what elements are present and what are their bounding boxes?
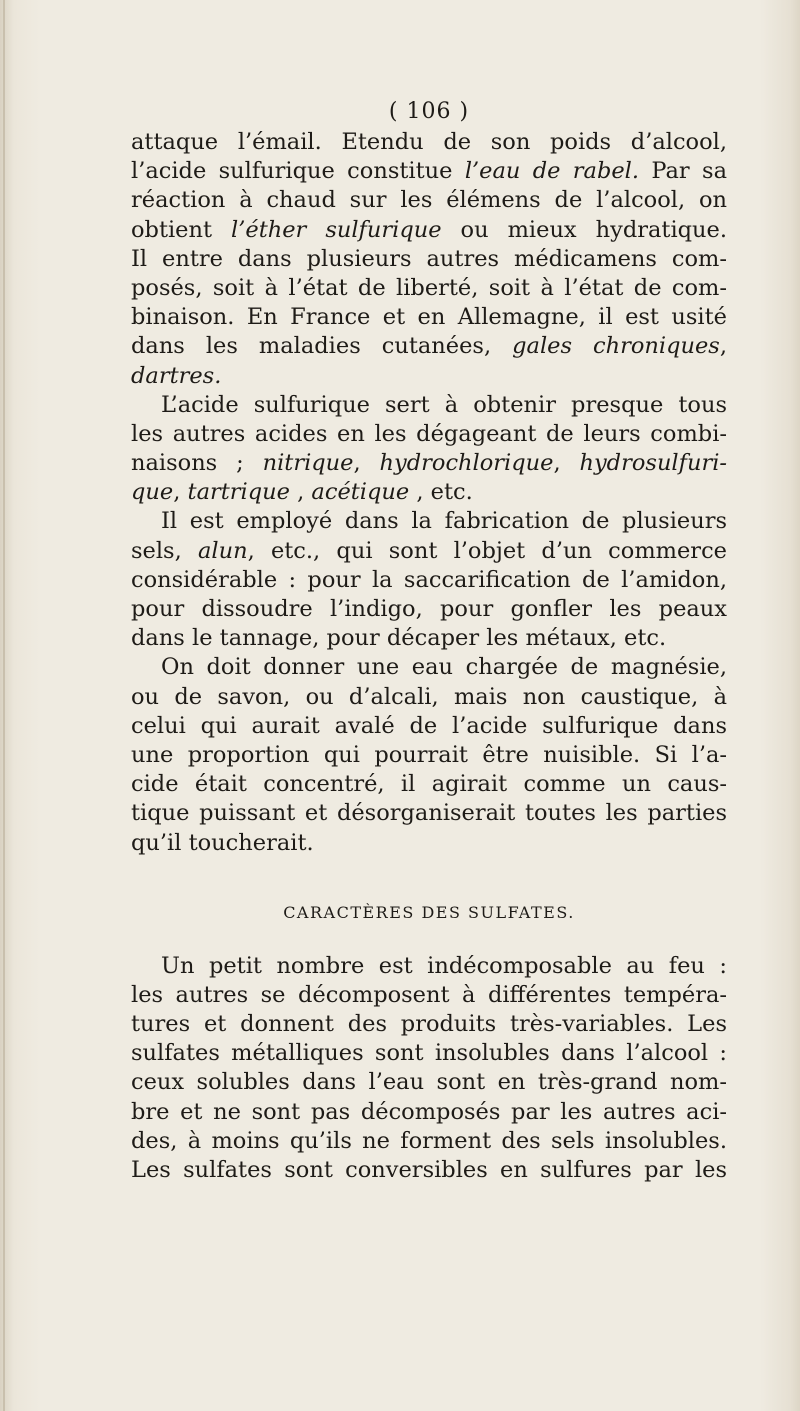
text-run: , etc. bbox=[409, 479, 473, 506]
italic-text-run: l’eau de rabel. bbox=[464, 158, 640, 185]
text-line bbox=[131, 303, 727, 332]
text-run: attaque l’émail. Etendu de son poids d’alcool, bbox=[131, 129, 727, 155]
text-run: les autres se décomposent à différentes tempéra- bbox=[131, 981, 727, 1008]
text-run: dans les maladies cutanées, bbox=[131, 333, 513, 360]
italic-text-run: dartres. bbox=[131, 362, 222, 389]
text-line bbox=[131, 537, 727, 566]
text-line bbox=[131, 332, 727, 361]
text-run: ceux solubles dans l’eau sont en très-grand nom- bbox=[131, 1069, 727, 1096]
text-line bbox=[131, 420, 727, 449]
text-run: réaction à chaud sur les élémens de l’alcool, on bbox=[131, 187, 727, 214]
text-line bbox=[131, 507, 727, 536]
text-line bbox=[131, 1010, 727, 1039]
italic-text-run: que bbox=[131, 479, 174, 506]
text-line bbox=[131, 981, 727, 1010]
text-run: posés, soit à l’état de liberté, soit à l’état de com- bbox=[131, 274, 727, 301]
text-run: considérable : pour la saccarification de l’amidon, bbox=[131, 566, 727, 593]
text-run: Un petit nombre est indécomposable au feu : bbox=[161, 952, 727, 979]
italic-text-run: hydrochlorique bbox=[379, 450, 554, 477]
text-line bbox=[131, 1098, 727, 1127]
text-line bbox=[131, 1156, 727, 1185]
italic-text-run: l’éther sulfurique bbox=[231, 216, 442, 243]
page-number: ( 106 ) bbox=[388, 99, 470, 124]
text-run: , bbox=[173, 479, 188, 506]
text-run: obtient bbox=[131, 216, 232, 243]
text-line bbox=[131, 683, 727, 712]
italic-text-run: alun bbox=[197, 537, 248, 564]
text-line bbox=[131, 829, 727, 858]
text-run: une proportion qui pourrait être nuisible. Si l’a- bbox=[131, 741, 727, 768]
text-line bbox=[131, 449, 727, 478]
text-run: celui qui aurait avalé de l’acide sulfurique dans bbox=[131, 712, 727, 739]
section-heading: CARACTÈRES DES SULFATES. bbox=[283, 902, 575, 922]
text-line bbox=[131, 653, 727, 682]
text-line bbox=[131, 1039, 727, 1068]
text-run: tures et donnent des produits très-variables. Les bbox=[131, 1011, 727, 1038]
text-run: ou mieux hydratique. bbox=[441, 216, 728, 243]
text-run: dans le tannage, pour décaper les métaux, etc. bbox=[131, 625, 667, 652]
italic-text-run: gales chroniques bbox=[512, 333, 720, 360]
text-line bbox=[131, 952, 727, 981]
text-run: cide était concentré, il agirait comme un caus- bbox=[131, 771, 727, 798]
text-line bbox=[131, 216, 727, 245]
text-run: , bbox=[553, 450, 580, 477]
text-line bbox=[131, 595, 727, 624]
text-line bbox=[131, 186, 727, 215]
text-run: Il est employé dans la fabrication de plusieurs bbox=[161, 508, 727, 535]
text-run: Par sa bbox=[639, 158, 727, 185]
page-text-block bbox=[131, 96, 727, 1185]
text-run: tique puissant et désorganiserait toutes les parties bbox=[131, 800, 727, 827]
body-text-section-1 bbox=[131, 128, 727, 858]
italic-text-run: tartrique bbox=[187, 479, 290, 506]
text-line bbox=[131, 245, 727, 274]
text-run: ou de savon, ou d’alcali, mais non caustique, à bbox=[131, 683, 727, 710]
text-run: pour dissoudre l’indigo, pour gonfler les peaux bbox=[131, 596, 727, 622]
text-line bbox=[131, 274, 727, 303]
text-line bbox=[131, 1127, 727, 1156]
text-run: les autres acides en les dégageant de leurs combi- bbox=[131, 420, 727, 447]
text-line bbox=[131, 362, 727, 391]
text-run: On doit donner une eau chargée de magnésie, bbox=[161, 654, 727, 681]
text-run: L’acide sulfurique sert à obtenir presque tous bbox=[161, 391, 727, 418]
italic-text-run: hydrosulfuri- bbox=[579, 450, 727, 477]
spacer bbox=[131, 858, 727, 898]
text-line bbox=[131, 478, 727, 507]
text-run: bre et ne sont pas décomposés par les autres aci- bbox=[131, 1098, 727, 1125]
text-run: binaison. En France et en Allemagne, il est usité bbox=[131, 304, 727, 331]
spacer bbox=[131, 928, 727, 952]
text-run: l’acide sulfurique constitue bbox=[131, 158, 465, 185]
text-run: des, à moins qu’ils ne forment des sels insolubles. bbox=[131, 1127, 727, 1154]
text-line bbox=[131, 741, 727, 770]
text-run: Les sulfates sont conversibles en sulfures par les bbox=[131, 1157, 727, 1183]
text-line bbox=[131, 157, 727, 186]
italic-text-run: nitrique bbox=[262, 450, 354, 477]
page-edge-shadow bbox=[3, 0, 5, 1411]
text-run: sulfates métalliques sont insolubles dans l’alcool : bbox=[131, 1040, 727, 1067]
text-line bbox=[131, 624, 727, 653]
text-run: qu’il toucherait. bbox=[131, 829, 314, 856]
body-text-section-2 bbox=[131, 952, 727, 1186]
text-run: , bbox=[353, 450, 380, 477]
text-run: , bbox=[289, 479, 312, 506]
text-line bbox=[131, 799, 727, 828]
text-run: sels, bbox=[131, 537, 198, 564]
text-run: , bbox=[719, 333, 727, 360]
text-line bbox=[131, 712, 727, 741]
text-line bbox=[131, 770, 727, 799]
text-run: , etc., qui sont l’objet d’un commerce bbox=[247, 537, 727, 564]
text-line bbox=[131, 391, 727, 420]
text-line bbox=[131, 128, 727, 157]
text-line bbox=[131, 1068, 727, 1097]
italic-text-run: acétique bbox=[311, 479, 410, 506]
text-line bbox=[131, 566, 727, 595]
text-run: Il entre dans plusieurs autres médicamens com- bbox=[131, 245, 727, 272]
text-run: naisons ; bbox=[131, 450, 263, 477]
